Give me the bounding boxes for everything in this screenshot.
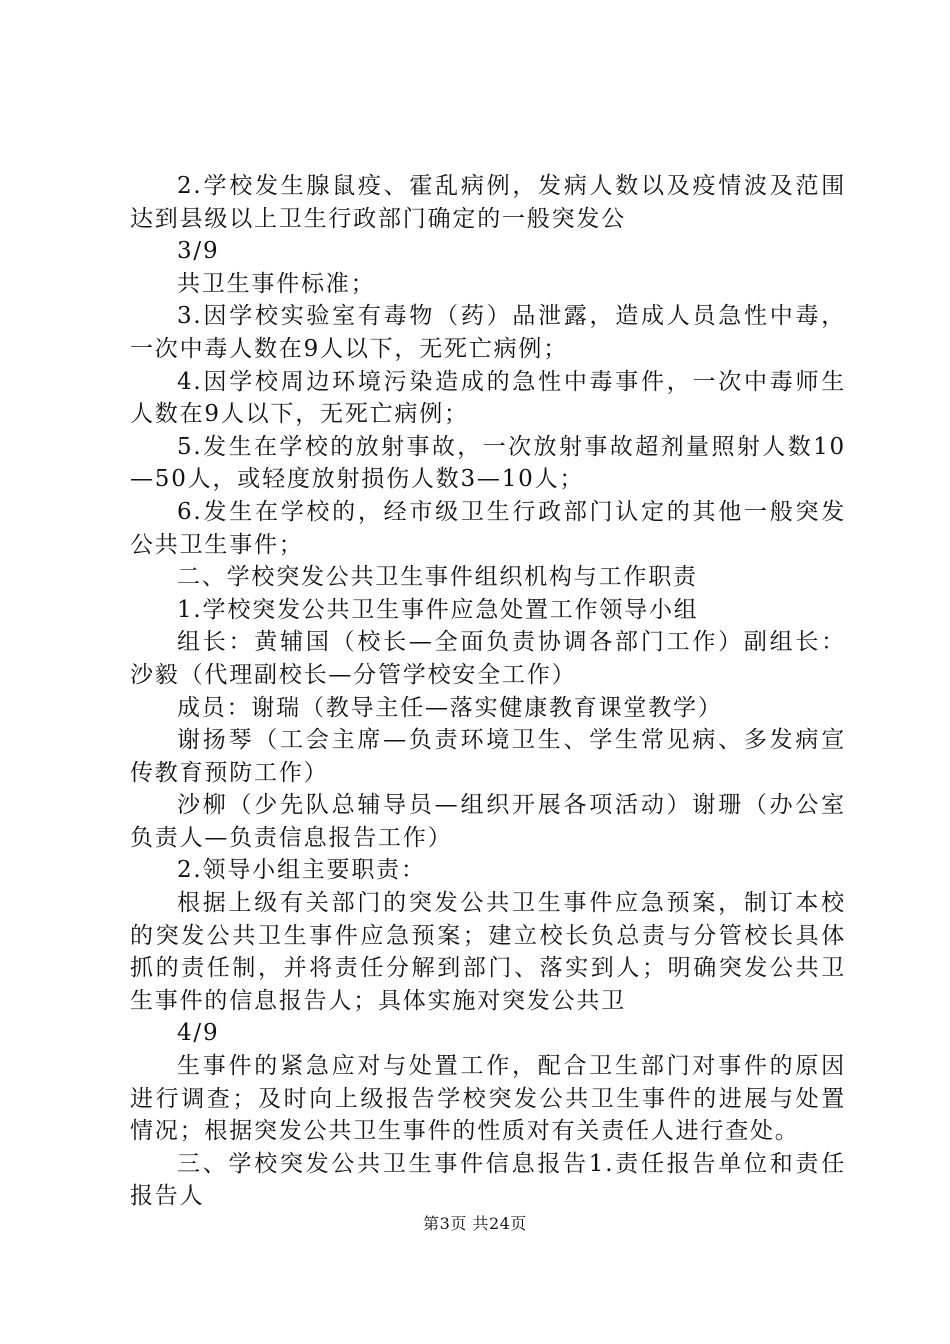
page-marker: 3/9 — [177, 238, 220, 265]
subsection-heading: 1.学校突发公共卫生事件应急处置工作领导小组 — [177, 596, 699, 623]
document-body — [130, 170, 846, 1213]
paragraph: 成员：谢瑞（教导主任—落实健康教育课堂教学） — [177, 694, 723, 721]
subsection-heading: 2.领导小组主要职责： — [177, 857, 426, 884]
page-footer: 第3页 共24页 — [423, 1214, 527, 1233]
paragraph: 谢扬琴（工会主席—负责环境卫生、学生常见病、多发病宣传教育预防工作） — [130, 727, 846, 786]
paragraph: 3.因学校实验室有毒物（药）品泄露，造成人员急性中毒，一次中毒人数在9人以下，无死亡病例； — [130, 303, 846, 362]
paragraph: 共卫生事件标准； — [177, 270, 376, 297]
paragraph: 根据上级有关部门的突发公共卫生事件应急预案，制订本校的突发公共卫生事件应急预案；建立校长负总责与分管校长具体抓的责任制，并将责任分解到部门、落实到人；明确突发公共卫生事件的信息报告人；具体实施对突发公共卫 — [130, 890, 846, 1014]
paragraph: 4.因学校周边环境污染造成的急性中毒事件，一次中毒师生人数在9人以下，无死亡病例； — [130, 368, 846, 428]
paragraph: 2.学校发生腺鼠疫、霍乱病例，发病人数以及疫情波及范围达到县级以上卫生行政部门确定的一般突发公 — [130, 173, 846, 232]
paragraph: 组长：黄辅国（校长—全面负责协调各部门工作）副组长：沙毅（代理副校长—分管学校安全工作） — [130, 629, 846, 688]
section-heading: 二、学校突发公共卫生事件组织机构与工作职责 — [177, 564, 698, 591]
paragraph: 5.发生在学校的放射事故，一次放射事故超剂量照射人数10—50人，或轻度放射损伤人数3—10人； — [130, 433, 846, 493]
paragraph: 6.发生在学校的，经市级卫生行政部门认定的其他一般突发公共卫生事件； — [130, 498, 846, 558]
paragraph: 沙柳（少先队总辅导员—组织开展各项活动）谢珊（办公室负责人—负责信息报告工作） — [130, 792, 846, 851]
section-heading: 三、学校突发公共卫生事件信息报告1.责任报告单位和责任报告人 — [130, 1150, 846, 1210]
page-marker: 4/9 — [177, 1020, 220, 1047]
paragraph: 生事件的紧急应对与处置工作，配合卫生部门对事件的原因进行调查；及时向上级报告学校突发公共卫生事件的进展与处置情况；根据突发公共卫生事件的性质对有关责任人进行查处。 — [130, 1053, 846, 1145]
